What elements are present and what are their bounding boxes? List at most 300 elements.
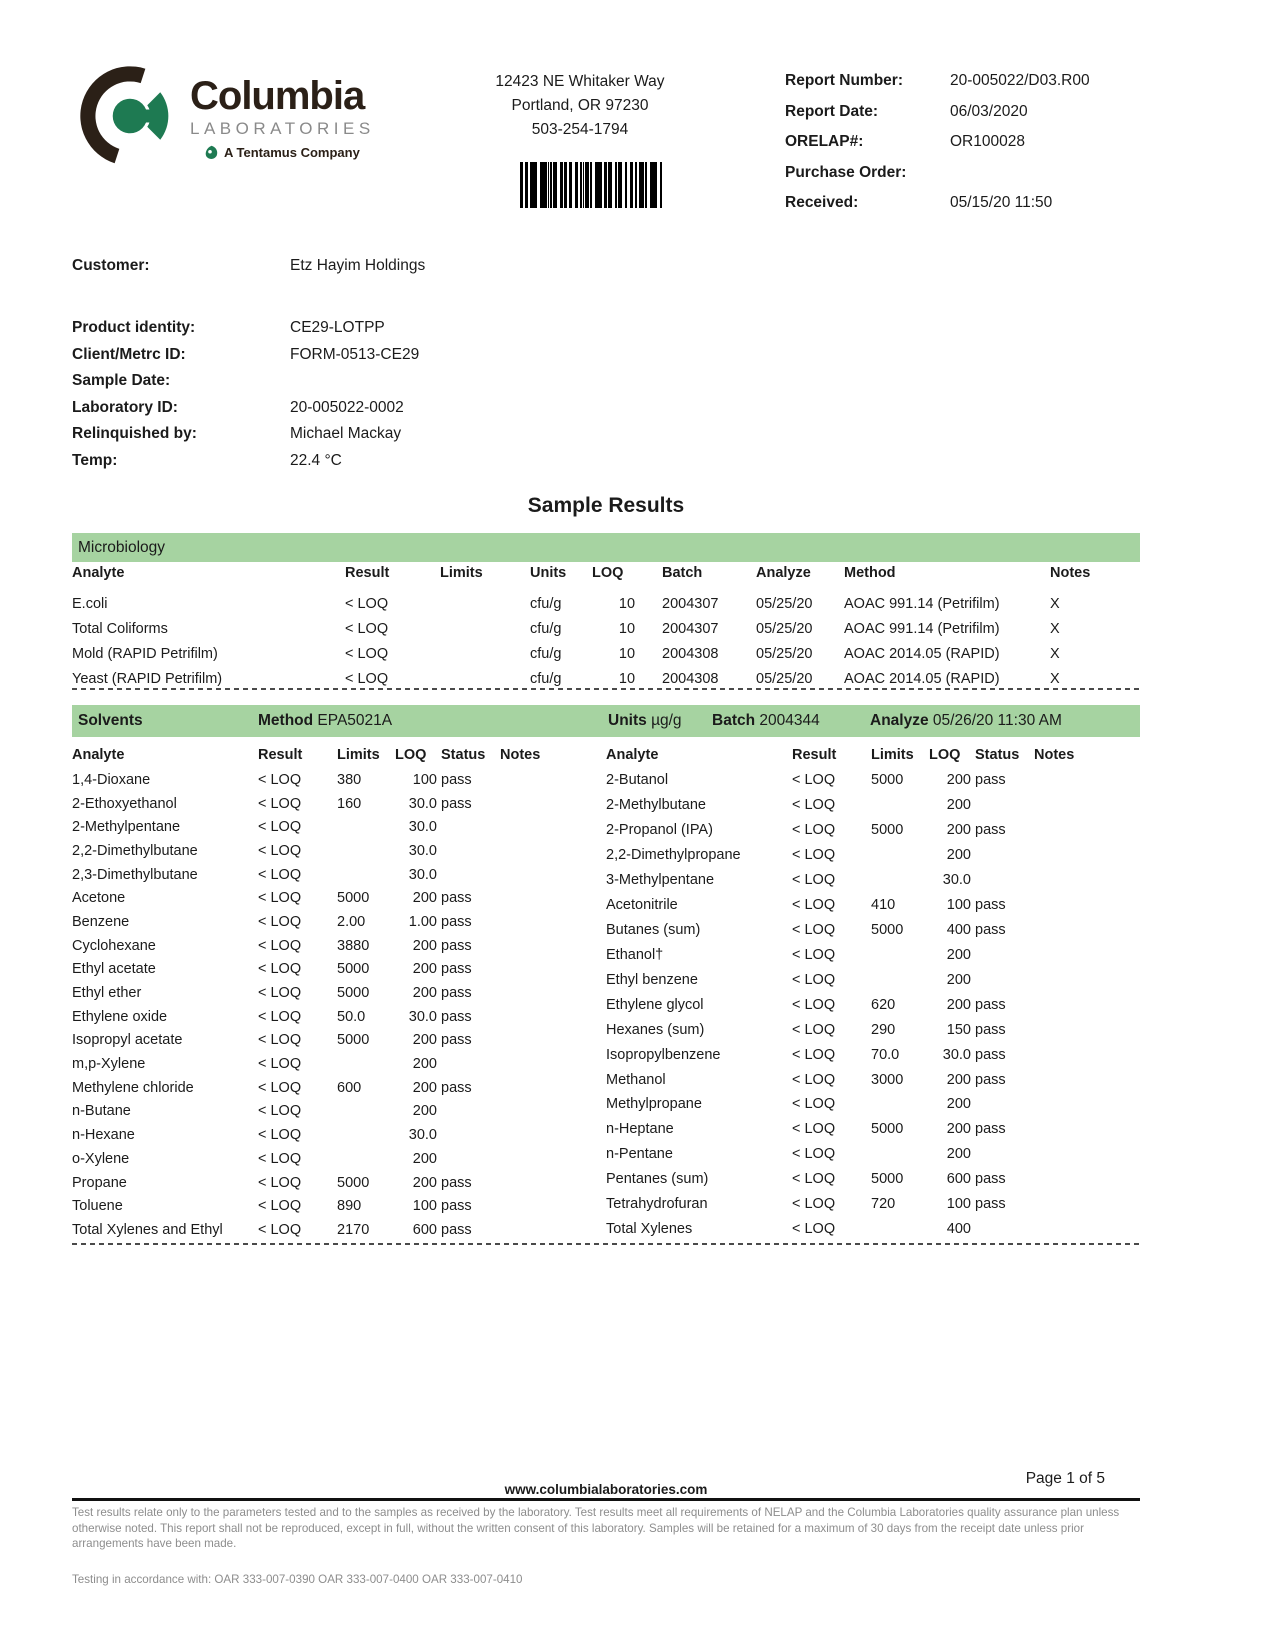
table-row xyxy=(72,910,606,934)
loq-cell: 10 xyxy=(618,670,636,687)
result-cell: < LOQ xyxy=(792,946,836,963)
result-cell: < LOQ xyxy=(258,1150,302,1167)
loq-cell: 200 xyxy=(412,1103,437,1120)
status-cell: pass xyxy=(441,1221,472,1238)
column-header: Analyte xyxy=(606,747,659,763)
footer-rule xyxy=(72,1498,1140,1501)
notes-cell xyxy=(500,839,606,863)
limits-cell: 5000 xyxy=(337,1032,370,1049)
analyte-cell: o-Xylene xyxy=(72,1150,130,1167)
report-field-value: 06/03/2020 xyxy=(950,102,1028,120)
report-info-block xyxy=(785,66,1090,219)
limits-cell: 5000 xyxy=(871,822,904,839)
column-header: Notes xyxy=(1050,565,1091,581)
limits-cell: 890 xyxy=(337,1198,362,1215)
table-row xyxy=(72,1171,606,1195)
table-row xyxy=(606,868,1140,893)
analyte-cell: Ethyl benzene xyxy=(606,971,698,988)
microbiology-header-row xyxy=(72,565,1140,591)
logo-tagline xyxy=(204,145,375,160)
loq-cell: 200 xyxy=(946,971,971,988)
notes-cell xyxy=(1034,1217,1140,1242)
sample-field-label: Temp: xyxy=(72,451,118,469)
table-row xyxy=(606,893,1140,918)
loq-cell: 30.0 xyxy=(408,1008,437,1025)
address-line: 503-254-1794 xyxy=(531,121,629,138)
status-cell: pass xyxy=(441,771,472,788)
sample-field-label: Sample Date: xyxy=(72,372,171,389)
result-cell: < LOQ xyxy=(792,1021,836,1038)
result-cell: < LOQ xyxy=(258,1174,302,1191)
address-line: Portland, OR 97230 xyxy=(511,97,649,114)
table-row xyxy=(72,815,606,839)
loq-cell: 600 xyxy=(412,1221,437,1238)
limits-cell: 5000 xyxy=(337,890,370,907)
units-cell: cfu/g xyxy=(530,645,562,662)
loq-cell: 30.0 xyxy=(408,819,437,836)
notes-cell xyxy=(1034,1142,1140,1167)
column-header: Analyte xyxy=(72,747,125,763)
loq-cell: 10 xyxy=(618,645,636,662)
loq-cell: 200 xyxy=(946,797,971,814)
table-row xyxy=(72,839,606,863)
notes-cell: X xyxy=(1050,620,1060,637)
analyte-cell: Butanes (sum) xyxy=(606,921,701,938)
result-cell: < LOQ xyxy=(345,670,389,687)
analyte-cell: Total Coliforms xyxy=(72,620,168,637)
barcode-image xyxy=(520,162,662,208)
status-cell: pass xyxy=(975,1046,1006,1063)
analyte-cell: Ethylene glycol xyxy=(606,996,704,1013)
batch-cell: 2004308 xyxy=(662,670,719,687)
notes-cell xyxy=(500,1147,606,1171)
result-cell: < LOQ xyxy=(792,1046,836,1063)
analyte-cell: m,p-Xylene xyxy=(72,1056,146,1073)
loq-cell: 200 xyxy=(946,1121,971,1138)
notes-cell xyxy=(1034,893,1140,918)
column-header: Notes xyxy=(1034,747,1075,763)
solvents-units: Units µg/g xyxy=(608,712,682,729)
loq-cell: 200 xyxy=(946,822,971,839)
loq-cell: 200 xyxy=(412,1056,437,1073)
address-line: 12423 NE Whitaker Way xyxy=(495,73,665,90)
table-row xyxy=(72,1100,606,1124)
column-header: Result xyxy=(345,565,390,581)
status-cell xyxy=(975,868,1034,893)
status-cell xyxy=(441,1147,500,1171)
solvents-table-right xyxy=(606,742,1140,1242)
sample-field-label: Laboratory ID: xyxy=(72,398,178,416)
status-cell xyxy=(441,815,500,839)
status-cell xyxy=(441,1100,500,1124)
analyte-cell: 2,2-Dimethylbutane xyxy=(72,842,198,859)
analyte-cell: Yeast (RAPID Petrifilm) xyxy=(72,670,223,687)
limits-cell: 5000 xyxy=(337,1174,370,1191)
column-header: Method xyxy=(844,565,896,581)
table-row xyxy=(72,1123,606,1147)
notes-cell xyxy=(1034,1167,1140,1192)
analyte-cell: 3-Methylpentane xyxy=(606,872,715,889)
result-cell: < LOQ xyxy=(345,645,389,662)
limits-cell xyxy=(440,641,530,666)
solvents-title: Solvents xyxy=(78,712,143,729)
table-row xyxy=(606,1092,1140,1117)
report-info-row xyxy=(785,158,1090,189)
column-header: Batch xyxy=(662,565,703,581)
sample-meta-row xyxy=(72,395,1140,422)
analyte-cell: Ethyl ether xyxy=(72,985,142,1002)
table-row xyxy=(606,1042,1140,1067)
notes-cell xyxy=(500,792,606,816)
loq-cell: 30.0 xyxy=(408,866,437,883)
tentamus-leaf-icon xyxy=(204,145,219,160)
customer-label: Customer: xyxy=(72,257,150,274)
report-field-value: 05/15/20 11:50 xyxy=(950,194,1053,211)
analyte-cell: Ethanol† xyxy=(606,946,664,963)
notes-cell xyxy=(500,1052,606,1076)
status-cell: pass xyxy=(975,822,1006,839)
limits-cell: 160 xyxy=(337,795,362,812)
disclaimer-text: Test results relate only to the parameters tested and to the samples as received by the laboratory. Test results meet all requirements of NELAP and the Columbia Laboratories quality assurance plan unless otherwise noted. This report shall not be reproduced, except in full, without the written consent of this laboratory. Samples will be retained for a maximum of 30 days from the receipt date unless prior arrangements have been made. xyxy=(72,1506,1120,1550)
status-cell xyxy=(975,1142,1034,1167)
status-cell: pass xyxy=(441,1079,472,1096)
limits-cell xyxy=(440,616,530,641)
batch-cell: 2004308 xyxy=(662,645,719,662)
loq-cell: 200 xyxy=(946,996,971,1013)
analyte-cell: 2-Ethoxyethanol xyxy=(72,795,177,812)
section-title: Sample Results xyxy=(527,494,685,517)
result-cell: < LOQ xyxy=(792,1196,836,1213)
analyte-cell: Benzene xyxy=(72,913,130,930)
limits-cell: 410 xyxy=(871,897,896,914)
analyte-cell: 2-Methylbutane xyxy=(606,797,706,814)
limits-cell xyxy=(871,942,929,967)
table-row xyxy=(606,967,1140,992)
loq-cell: 150 xyxy=(946,1021,971,1038)
result-cell: < LOQ xyxy=(792,921,836,938)
table-row xyxy=(606,1067,1140,1092)
notes-cell xyxy=(1034,1192,1140,1217)
sample-field-value: Michael Mackay xyxy=(290,425,402,442)
status-cell: pass xyxy=(975,1071,1006,1088)
column-header: Status xyxy=(441,747,486,763)
report-field-label: ORELAP#: xyxy=(785,133,864,150)
table-row xyxy=(606,793,1140,818)
notes-cell xyxy=(500,886,606,910)
status-cell: pass xyxy=(441,1032,472,1049)
loq-cell: 200 xyxy=(946,1096,971,1113)
status-cell: pass xyxy=(441,1008,472,1025)
table-row xyxy=(72,981,606,1005)
limits-cell: 5000 xyxy=(871,1171,904,1188)
notes-cell xyxy=(1034,868,1140,893)
result-cell: < LOQ xyxy=(792,1121,836,1138)
limits-cell xyxy=(337,1100,395,1124)
result-cell: < LOQ xyxy=(258,890,302,907)
result-cell: < LOQ xyxy=(792,1071,836,1088)
analyze-cell: 05/25/20 xyxy=(756,645,813,662)
analyte-cell: Toluene xyxy=(72,1198,123,1215)
loq-cell: 200 xyxy=(946,847,971,864)
status-cell: pass xyxy=(975,897,1006,914)
analyte-cell: Ethyl acetate xyxy=(72,961,156,978)
analyte-cell: Ethylene oxide xyxy=(72,1008,168,1025)
status-cell xyxy=(975,1092,1034,1117)
notes-cell xyxy=(500,910,606,934)
loq-cell: 10 xyxy=(618,595,636,612)
report-footer xyxy=(72,1470,1140,1586)
sample-meta-row xyxy=(72,421,1140,448)
table-row xyxy=(72,1029,606,1053)
analyze-cell: 05/25/20 xyxy=(756,620,813,637)
result-cell: < LOQ xyxy=(792,1096,836,1113)
notes-cell xyxy=(1034,793,1140,818)
analyte-cell: n-Pentane xyxy=(606,1146,673,1163)
loq-cell: 30.0 xyxy=(408,795,437,812)
solvents-batch: Batch 2004344 xyxy=(712,712,820,729)
analyte-cell: n-Butane xyxy=(72,1103,131,1120)
sample-meta-block xyxy=(72,315,1140,474)
limits-cell: 5000 xyxy=(337,961,370,978)
status-cell: pass xyxy=(975,772,1006,789)
table-row xyxy=(72,1076,606,1100)
result-cell: < LOQ xyxy=(258,1008,302,1025)
loq-cell: 200 xyxy=(946,772,971,789)
sample-field-label: Product identity: xyxy=(72,319,196,336)
result-cell: < LOQ xyxy=(258,1127,302,1144)
sample-meta-row xyxy=(72,368,1140,395)
table-row xyxy=(606,1192,1140,1217)
notes-cell xyxy=(500,958,606,982)
status-cell: pass xyxy=(441,795,472,812)
result-cell: < LOQ xyxy=(792,996,836,1013)
limits-cell xyxy=(871,967,929,992)
table-row xyxy=(606,1217,1140,1242)
result-cell: < LOQ xyxy=(258,795,302,812)
analyte-cell: 2,2-Dimethylpropane xyxy=(606,847,741,864)
limits-cell xyxy=(337,863,395,887)
solvents-band xyxy=(72,705,1140,737)
status-cell: pass xyxy=(975,1121,1006,1138)
result-cell: < LOQ xyxy=(792,797,836,814)
status-cell: pass xyxy=(441,890,472,907)
notes-cell xyxy=(1034,818,1140,843)
notes-cell xyxy=(1034,1117,1140,1142)
loq-cell: 400 xyxy=(946,1221,971,1238)
analyte-cell: 2,3-Dimethylbutane xyxy=(72,866,198,883)
status-cell: pass xyxy=(975,996,1006,1013)
result-cell: < LOQ xyxy=(792,971,836,988)
sample-field-value: CE29-LOTPP xyxy=(290,319,385,336)
limits-cell xyxy=(871,1092,929,1117)
table-row xyxy=(72,641,1140,666)
table-row xyxy=(72,958,606,982)
result-cell: < LOQ xyxy=(258,1198,302,1215)
report-info-row xyxy=(785,188,1090,219)
loq-cell: 10 xyxy=(618,620,636,637)
loq-cell: 200 xyxy=(412,985,437,1002)
table-row xyxy=(72,616,1140,641)
table-row xyxy=(606,768,1140,793)
loq-cell: 200 xyxy=(412,1150,437,1167)
analyte-cell: Methylene chloride xyxy=(72,1079,194,1096)
limits-cell: 5000 xyxy=(871,921,904,938)
loq-cell: 30.0 xyxy=(942,872,971,889)
status-cell: pass xyxy=(441,961,472,978)
method-cell: AOAC 991.14 (Petrifilm) xyxy=(844,620,1000,637)
status-cell xyxy=(975,967,1034,992)
result-cell: < LOQ xyxy=(258,985,302,1002)
analyte-cell: Total Xylenes xyxy=(606,1221,693,1238)
loq-cell: 100 xyxy=(946,1196,971,1213)
column-header: Limits xyxy=(871,747,914,763)
loq-cell: 200 xyxy=(412,1174,437,1191)
limits-cell: 70.0 xyxy=(871,1046,900,1063)
status-cell xyxy=(975,793,1034,818)
result-cell: < LOQ xyxy=(258,1056,302,1073)
analyte-cell: n-Heptane xyxy=(606,1121,674,1138)
limits-cell: 5000 xyxy=(337,985,370,1002)
result-cell: < LOQ xyxy=(258,937,302,954)
limits-cell: 380 xyxy=(337,771,362,788)
limits-cell: 2170 xyxy=(337,1221,370,1238)
table-row xyxy=(72,1147,606,1171)
column-header: Status xyxy=(975,747,1020,763)
units-cell: cfu/g xyxy=(530,595,562,612)
result-cell: < LOQ xyxy=(258,1032,302,1049)
report-field-label: Report Date: xyxy=(785,102,879,120)
notes-cell xyxy=(500,1194,606,1218)
sample-meta-row xyxy=(72,448,1140,475)
table-row xyxy=(72,1052,606,1076)
table-row xyxy=(606,992,1140,1017)
result-cell: < LOQ xyxy=(792,822,836,839)
columbia-logo xyxy=(76,62,406,170)
notes-cell xyxy=(1034,1067,1140,1092)
columbia-logo-icon xyxy=(76,62,184,170)
solvents-header-row xyxy=(72,742,606,768)
result-cell: < LOQ xyxy=(258,961,302,978)
table-row xyxy=(72,886,606,910)
method-cell: AOAC 2014.05 (RAPID) xyxy=(844,645,1000,662)
column-header: Result xyxy=(258,747,303,763)
analyte-cell: 1,4-Dioxane xyxy=(72,771,151,788)
limits-cell: 5000 xyxy=(871,772,904,789)
limits-cell: 5000 xyxy=(871,1121,904,1138)
sample-meta-row xyxy=(72,315,1140,342)
accordance-text: Testing in accordance with: OAR 333-007-0390 OAR 333-007-0400 OAR 333-007-0410 xyxy=(72,1572,523,1586)
limits-cell xyxy=(337,1052,395,1076)
table-row xyxy=(606,843,1140,868)
table-row xyxy=(72,591,1140,616)
loq-cell: 200 xyxy=(946,946,971,963)
status-cell: pass xyxy=(975,1021,1006,1038)
status-cell xyxy=(975,843,1034,868)
table-row xyxy=(72,768,606,792)
analyte-cell: Isopropylbenzene xyxy=(606,1046,721,1063)
loq-cell: 600 xyxy=(946,1171,971,1188)
column-header: LOQ xyxy=(395,747,427,763)
notes-cell xyxy=(500,768,606,792)
limits-cell xyxy=(440,591,530,616)
status-cell xyxy=(975,942,1034,967)
result-cell: < LOQ xyxy=(345,620,389,637)
limits-cell: 600 xyxy=(337,1079,362,1096)
section-divider xyxy=(72,688,1140,690)
loq-cell: 30.0 xyxy=(942,1046,971,1063)
solvents-header-row xyxy=(606,742,1140,768)
column-header: LOQ xyxy=(929,747,961,763)
notes-cell xyxy=(1034,942,1140,967)
limits-cell xyxy=(871,843,929,868)
analyte-cell: Isopropyl acetate xyxy=(72,1032,183,1049)
status-cell xyxy=(441,1123,500,1147)
table-row xyxy=(72,1005,606,1029)
sample-field-value: FORM-0513-CE29 xyxy=(290,345,420,363)
loq-cell: 100 xyxy=(412,771,437,788)
logo-subtitle: LABORATORIES xyxy=(190,119,375,138)
analyte-cell: E.coli xyxy=(72,595,108,612)
lab-address-lines xyxy=(450,70,710,142)
column-header: Analyte xyxy=(72,565,125,581)
notes-cell: X xyxy=(1050,645,1060,662)
analyte-cell: Methylpropane xyxy=(606,1096,702,1113)
column-header: Analyze xyxy=(756,565,811,581)
customer-value: Etz Hayim Holdings xyxy=(290,257,426,274)
analyte-cell: 2-Propanol (IPA) xyxy=(606,822,713,839)
report-info-row xyxy=(785,127,1090,158)
limits-cell: 2.00 xyxy=(337,913,366,930)
batch-cell: 2004307 xyxy=(662,595,719,612)
limits-cell xyxy=(871,1142,929,1167)
result-cell: < LOQ xyxy=(792,872,836,889)
page-number: Page 1 of 5 xyxy=(1025,1470,1105,1487)
loq-cell: 200 xyxy=(412,890,437,907)
table-row xyxy=(606,942,1140,967)
report-field-label: Received: xyxy=(785,194,859,211)
column-header: Limits xyxy=(440,565,483,581)
notes-cell xyxy=(500,934,606,958)
sample-field-value: 20-005022-0002 xyxy=(290,398,404,416)
customer-row xyxy=(72,253,1140,280)
analyte-cell: Total Xylenes and Ethyl xyxy=(72,1221,223,1238)
notes-cell xyxy=(500,1218,606,1242)
report-header xyxy=(0,0,1275,230)
report-field-value: 20-005022/D03.R00 xyxy=(950,72,1090,89)
result-cell: < LOQ xyxy=(258,1103,302,1120)
analyte-cell: 2-Butanol xyxy=(606,772,669,789)
status-cell xyxy=(441,1052,500,1076)
column-header: LOQ xyxy=(592,565,624,581)
notes-cell xyxy=(1034,1042,1140,1067)
column-header: Units xyxy=(530,565,567,581)
column-header: Notes xyxy=(500,747,541,763)
result-cell: < LOQ xyxy=(792,1171,836,1188)
sample-field-value: 22.4 °C xyxy=(290,451,342,469)
report-info-row xyxy=(785,66,1090,97)
status-cell: pass xyxy=(441,1198,472,1215)
status-cell: pass xyxy=(975,1196,1006,1213)
result-cell: < LOQ xyxy=(258,1079,302,1096)
result-cell: < LOQ xyxy=(792,772,836,789)
analyte-cell: Acetonitrile xyxy=(606,897,678,914)
limits-cell xyxy=(871,868,929,893)
analyte-cell: Mold (RAPID Petrifilm) xyxy=(72,645,218,662)
section-divider xyxy=(72,1243,1140,1245)
status-cell: pass xyxy=(441,913,472,930)
report-field-label: Purchase Order: xyxy=(785,163,907,181)
units-cell: cfu/g xyxy=(530,620,562,637)
